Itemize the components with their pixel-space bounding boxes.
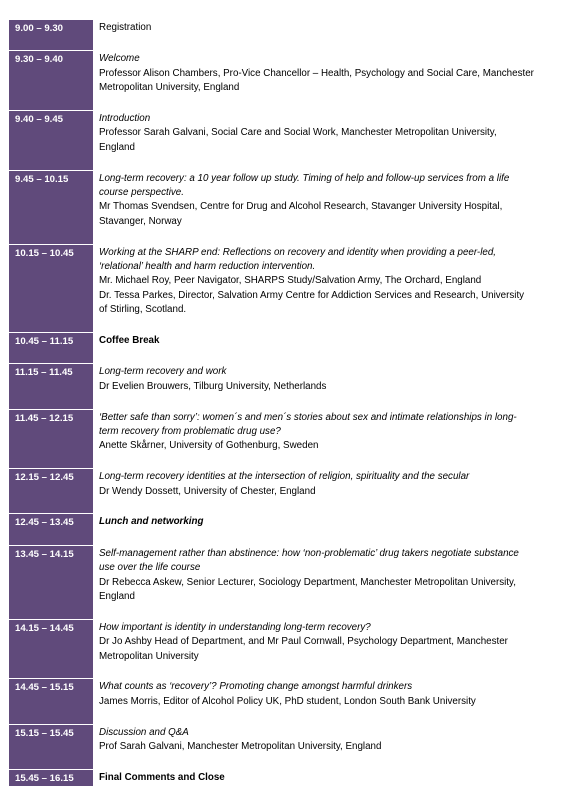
session-details — [93, 364, 574, 394]
session-speaker-line: Mr Thomas Svendsen, Centre for Drug and Alcohol Research, Stavanger University Hospital, — [99, 201, 503, 213]
agenda-row — [9, 770, 574, 786]
content-spacer — [93, 604, 574, 619]
row-spacer — [9, 530, 574, 545]
session-speaker-line: Dr Wendy Dossett, University of Chester, England — [99, 485, 316, 497]
agenda-row — [9, 469, 574, 499]
session-time: 11.15 – 11.45 — [9, 364, 93, 394]
content-spacer — [93, 499, 574, 514]
row-spacer — [9, 709, 574, 724]
agenda-row — [9, 51, 574, 95]
session-time: 15.15 – 15.45 — [9, 725, 93, 755]
content-spacer — [93, 96, 574, 111]
session-details — [93, 469, 574, 499]
row-spacer — [9, 754, 574, 769]
time-column-spacer — [9, 318, 93, 332]
session-details — [93, 333, 574, 349]
time-column-spacer — [9, 754, 93, 768]
time-column-spacer — [9, 349, 93, 363]
session-details — [93, 410, 574, 454]
content-spacer — [93, 349, 574, 364]
session-details — [93, 514, 574, 530]
session-time: 10.15 – 10.45 — [9, 245, 93, 318]
session-time: 10.45 – 11.15 — [9, 333, 93, 349]
row-spacer — [9, 499, 574, 514]
session-details — [93, 620, 574, 664]
session-details — [93, 171, 574, 230]
session-speaker-line: Mr. Michael Roy, Peer Navigator, SHARPS Study/Salvation Army, The Orchard, England — [99, 275, 482, 287]
row-spacer — [9, 604, 574, 619]
content-spacer — [93, 36, 574, 51]
agenda-row — [9, 20, 574, 36]
row-spacer — [9, 664, 574, 679]
session-details — [93, 679, 574, 709]
session-title: Coffee Break — [99, 335, 160, 347]
session-title: Final Comments and Close — [99, 771, 225, 783]
agenda-row — [9, 245, 574, 318]
content-spacer — [93, 454, 574, 469]
content-spacer — [93, 229, 574, 244]
agenda-row — [9, 514, 574, 530]
session-time: 12.15 – 12.45 — [9, 469, 93, 499]
time-column-spacer — [9, 499, 93, 513]
row-spacer — [9, 318, 574, 333]
content-spacer — [93, 530, 574, 545]
content-spacer — [93, 709, 574, 724]
session-details — [93, 20, 574, 36]
row-spacer — [9, 394, 574, 409]
session-title: Long-term recovery: a 10 year follow up study. Timing of help and follow-up services from a life — [99, 172, 510, 184]
session-title: Discussion and Q&A — [99, 726, 189, 738]
session-speaker-line: England — [99, 591, 135, 603]
session-speaker-line: Dr Jo Ashby Head of Department, and Mr Paul Cornwall, Psychology Department, Manchester — [99, 636, 508, 648]
session-speaker-line: Prof Sarah Galvani, Manchester Metropolitan University, England — [99, 741, 382, 753]
session-details — [93, 770, 574, 786]
row-spacer — [9, 454, 574, 469]
time-column-spacer — [9, 709, 93, 723]
time-column-spacer — [9, 604, 93, 618]
session-details — [93, 111, 574, 155]
session-speaker-line: James Morris, Editor of Alcohol Policy UK, PhD student, London South Bank University — [99, 695, 476, 707]
time-column-spacer — [9, 530, 93, 544]
agenda-row — [9, 725, 574, 755]
session-title-continued: term recovery from problematic drug use? — [99, 426, 281, 438]
session-speaker-line: England — [99, 141, 135, 153]
agenda-row — [9, 171, 574, 230]
session-title: How important is identity in understanding long-term recovery? — [99, 621, 371, 633]
session-title: Long-term recovery identities at the intersection of religion, spirituality and the secular — [99, 471, 470, 483]
session-title: Welcome — [99, 53, 140, 65]
agenda-row — [9, 410, 574, 454]
session-title: Introduction — [99, 113, 151, 124]
time-column-spacer — [9, 394, 93, 408]
session-title: Working at the SHARP end: Reflections on recovery and identity when providing a peer-led, — [99, 246, 496, 258]
session-time: 9.30 – 9.40 — [9, 51, 93, 95]
session-speaker-line: Stavanger, Norway — [99, 215, 182, 227]
session-title: ‘Better safe than sorry’: women´s and men´s stories about sex and intimate relationships in long- — [99, 411, 517, 423]
session-speaker-line: Anette Skårner, University of Gothenburg, Sweden — [99, 440, 319, 452]
agenda-row — [9, 364, 574, 394]
session-time: 9.00 – 9.30 — [9, 20, 93, 36]
session-speaker-line: of Stirling, Scotland. — [99, 304, 187, 316]
row-spacer — [9, 36, 574, 51]
session-time: 9.45 – 10.15 — [9, 171, 93, 230]
session-details — [93, 725, 574, 755]
time-column-spacer — [9, 96, 93, 110]
session-speaker-line: Professor Alison Chambers, Pro-Vice Chancellor – Health, Psychology and Social Care, Manchester — [99, 67, 534, 79]
session-speaker-line: Dr Evelien Brouwers, Tilburg University, Netherlands — [99, 380, 327, 392]
session-time: 11.45 – 12.15 — [9, 410, 93, 454]
session-title: Long-term recovery and work — [99, 366, 227, 378]
session-title: Registration — [99, 22, 152, 33]
content-spacer — [93, 394, 574, 409]
session-details — [93, 51, 574, 95]
session-details — [93, 546, 574, 605]
agenda-row — [9, 111, 574, 155]
session-title-continued: use over the life course — [99, 562, 201, 574]
session-speaker-line: Dr. Tessa Parkes, Director, Salvation Army Centre for Addiction Services and Research, University — [99, 289, 525, 301]
agenda-row — [9, 333, 574, 349]
session-details — [93, 245, 574, 318]
session-title-continued: ‘relational’ health and harm reduction intervention. — [99, 261, 316, 273]
time-column-spacer — [9, 454, 93, 468]
session-time: 9.40 – 9.45 — [9, 111, 93, 155]
session-time: 12.45 – 13.45 — [9, 514, 93, 530]
time-column-spacer — [9, 664, 93, 678]
agenda-row — [9, 679, 574, 709]
session-speaker-line: Metropolitan University — [99, 650, 199, 662]
session-title-continued: course perspective. — [99, 187, 184, 199]
row-spacer — [9, 229, 574, 244]
content-spacer — [93, 754, 574, 769]
row-spacer — [9, 349, 574, 364]
content-spacer — [93, 318, 574, 333]
session-time: 14.15 – 14.45 — [9, 620, 93, 664]
agenda-row — [9, 620, 574, 664]
session-speaker-line: Metropolitan University, England — [99, 82, 240, 94]
session-title: Self-management rather than abstinence: how ‘non-problematic’ drug takers negotiate substance — [99, 547, 519, 559]
session-title: What counts as ‘recovery’? Promoting change amongst harmful drinkers — [99, 681, 413, 693]
session-speaker-line: Dr Rebecca Askew, Senior Lecturer, Sociology Department, Manchester Metropolitan University, — [99, 576, 516, 588]
row-spacer — [9, 96, 574, 111]
time-column-spacer — [9, 36, 93, 50]
agenda-row — [9, 546, 574, 605]
content-spacer — [93, 664, 574, 679]
time-column-spacer — [9, 155, 93, 169]
content-spacer — [93, 155, 574, 170]
session-speaker-line: Professor Sarah Galvani, Social Care and Social Work, Manchester Metropolitan University, — [99, 127, 497, 139]
row-spacer — [9, 155, 574, 170]
agenda-table — [9, 20, 574, 786]
time-column-spacer — [9, 229, 93, 243]
session-title: Lunch and networking — [99, 516, 204, 528]
session-time: 13.45 – 14.15 — [9, 546, 93, 605]
session-time: 14.45 – 15.15 — [9, 679, 93, 709]
session-time: 15.45 – 16.15 — [9, 770, 93, 786]
